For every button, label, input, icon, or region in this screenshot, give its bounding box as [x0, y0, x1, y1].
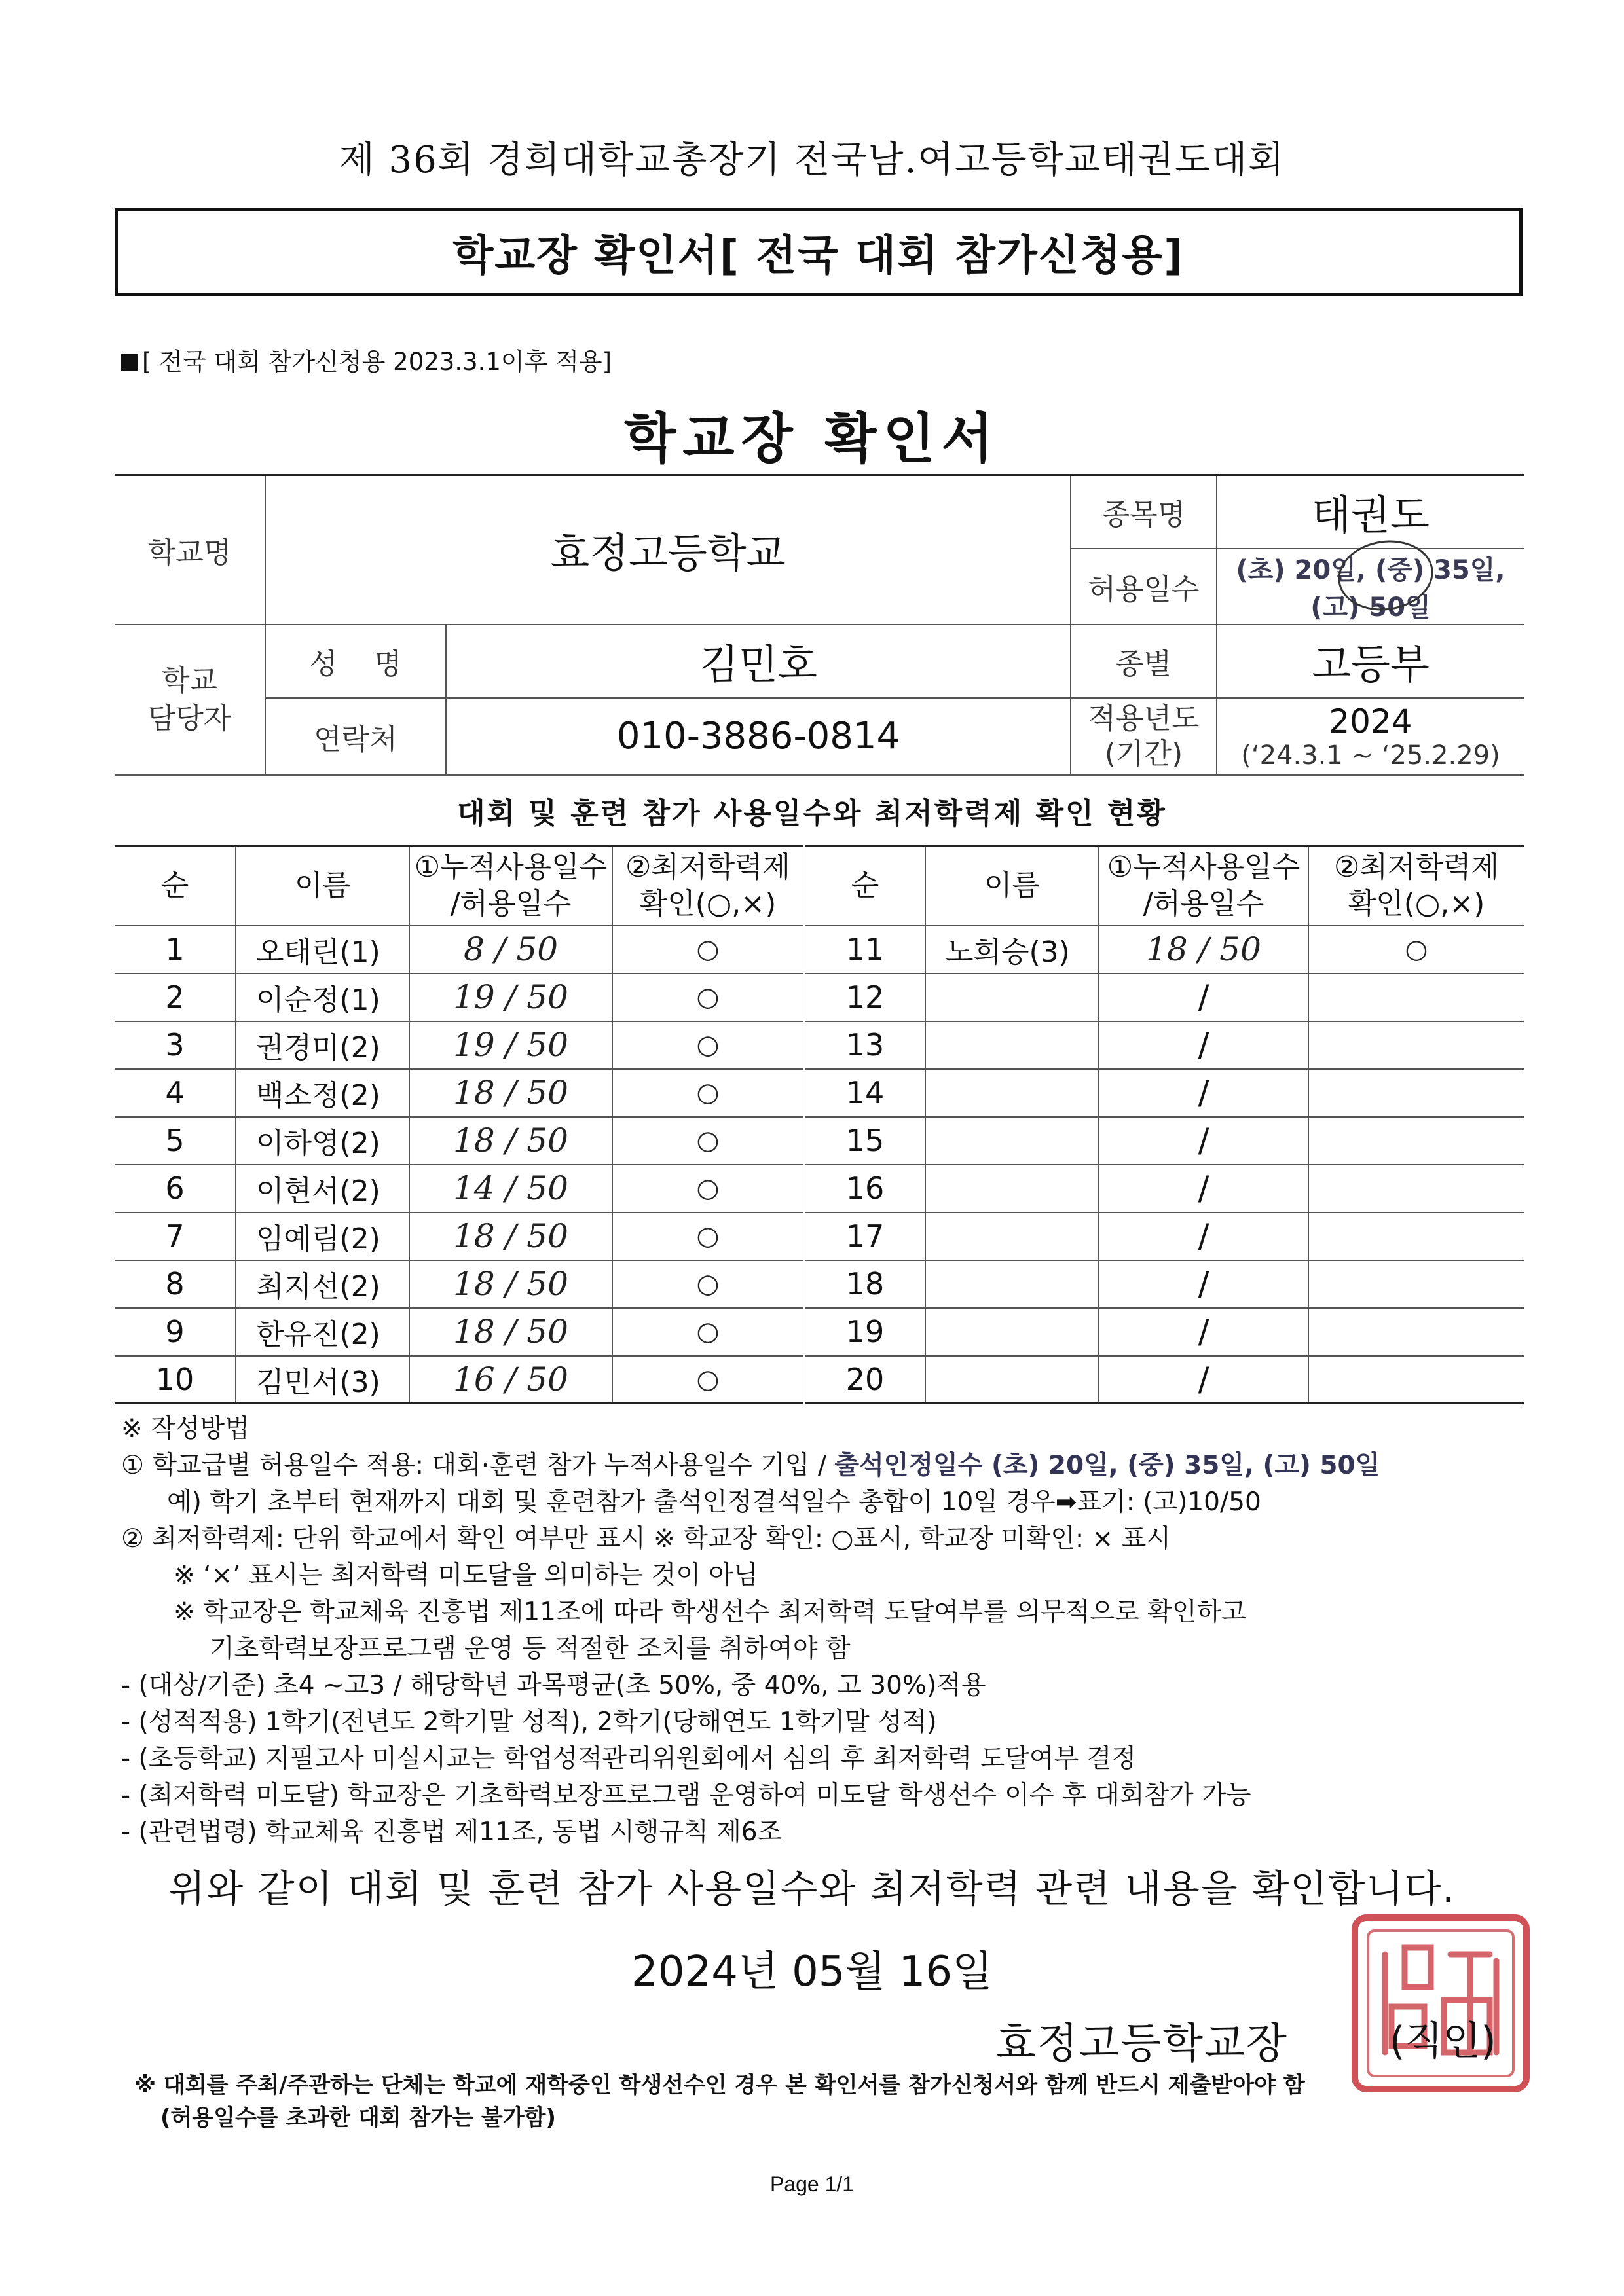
left-seq-cell: 2: [115, 974, 236, 1021]
left-check-cell: ○: [612, 1021, 804, 1069]
issue-date: 2024년 05월 16일: [631, 1948, 993, 1996]
school-name-value: 효정고등학교: [265, 475, 1071, 625]
instruction-line-1: ① 학교급별 허용일수 적용: 대회·훈련 참가 누적사용일수 기입 / 출석인정일수 (초) 20일, (중) 35일, (고) 50일: [121, 1451, 1380, 1480]
right-name-cell: [925, 1308, 1099, 1356]
instruction-line-5: ※ 학교장은 학교체육 진흥법 제11조에 따라 학생선수 최저학력 도달여부를 의무적으로 확인하고: [174, 1597, 1246, 1627]
table-row: [115, 1069, 1524, 1117]
left-seq-cell: 7: [115, 1212, 236, 1260]
left-days-cell: 18 / 50: [409, 1069, 612, 1117]
instruction-line-9: - (초등학교) 지필고사 미실시교는 학업성적관리위원회에서 심의 후 최저학력 도달여부 결정: [121, 1744, 1137, 1774]
right-check-cell: [1308, 1308, 1524, 1356]
left-days-cell: 18 / 50: [409, 1260, 612, 1308]
instruction-line-7: - (대상/기준) 초4 ~고3 / 해당학년 과목평균(초 50%, 중 40%, 고 30%)적용: [121, 1671, 986, 1700]
sport-label: 종목명: [1071, 475, 1217, 549]
contact-value: 010-3886-0814: [446, 698, 1071, 775]
period-label: 적용년도 (기간): [1071, 698, 1217, 775]
right-check-cell: [1308, 1165, 1524, 1212]
right-name-cell: [925, 1356, 1099, 1404]
left-name-cell: 이순정(1): [236, 974, 409, 1021]
left-check-cell: ○: [612, 1117, 804, 1165]
left-seq-cell: 3: [115, 1021, 236, 1069]
right-name-cell: [925, 1212, 1099, 1260]
seal-label: (직인): [1390, 2018, 1496, 2064]
right-name-cell: 노희승(3): [925, 926, 1099, 974]
footnote-line-1: ※ 대회를 주최/주관하는 단체는 학교에 재학중인 학생선수인 경우 본 확인서를 참가신청서와 함께 반드시 제출받아야 함: [134, 2072, 1305, 2098]
table-row: [115, 1308, 1524, 1356]
footnote-line-2: (허용일수를 초과한 대회 참가는 불가함): [160, 2105, 556, 2131]
status-heading: 대회 및 훈련 참가 사용일수와 최저학력제 확인 현황: [457, 797, 1167, 830]
division-label: 종별: [1071, 625, 1217, 698]
manager-name-label: 성 명: [265, 625, 446, 698]
right-days-cell: /: [1099, 1021, 1308, 1069]
right-days-cell: /: [1099, 1212, 1308, 1260]
left-seq-cell: 5: [115, 1117, 236, 1165]
left-days-cell: 16 / 50: [409, 1356, 612, 1404]
right-days-cell: /: [1099, 974, 1308, 1021]
right-check-cell: [1308, 1212, 1524, 1260]
left-days-cell: 14 / 50: [409, 1165, 612, 1212]
instructions-section: [121, 1411, 1529, 1851]
right-seq-cell: 16: [804, 1165, 925, 1212]
right-seq-cell: 17: [804, 1212, 925, 1260]
year-value: 2024: [1329, 702, 1412, 740]
right-seq-cell: 13: [804, 1021, 925, 1069]
header-check-left: ②최저학력제 확인(○,×): [612, 846, 804, 926]
header-days-left: ①누적사용일수 /허용일수: [409, 846, 612, 926]
right-name-cell: [925, 1021, 1099, 1069]
right-check-cell: [1308, 974, 1524, 1021]
right-days-cell: /: [1099, 1117, 1308, 1165]
form-note: [121, 342, 612, 377]
left-days-cell: 8 / 50: [409, 926, 612, 974]
right-days-cell: 18 / 50: [1099, 926, 1308, 974]
document-title: 학교장 확인서: [624, 408, 1000, 470]
left-days-cell: 18 / 50: [409, 1117, 612, 1165]
right-name-cell: [925, 1117, 1099, 1165]
allowed-days-cell: [1217, 549, 1524, 625]
right-seq-cell: 19: [804, 1308, 925, 1356]
instruction-line-11: - (관련법령) 학교체육 진흥법 제11조, 동법 시행규칙 제6조: [121, 1817, 783, 1847]
instruction-highlight: 출석인정일수 (초) 20일, (중) 35일, (고) 50일: [834, 1451, 1380, 1480]
left-name-cell: 임예림(2): [236, 1212, 409, 1260]
left-name-cell: 이현서(2): [236, 1165, 409, 1212]
left-seq-cell: 8: [115, 1260, 236, 1308]
school-info-table: [115, 474, 1524, 776]
table-row: [115, 1165, 1524, 1212]
table-row: [115, 1117, 1524, 1165]
right-seq-cell: 20: [804, 1356, 925, 1404]
right-seq-cell: 14: [804, 1069, 925, 1117]
left-days-cell: 18 / 50: [409, 1212, 612, 1260]
allowed-days-value: (초) 20일, (중) 35일, (고) 50일: [1236, 555, 1505, 623]
footnote: [134, 2069, 1542, 2134]
right-days-cell: /: [1099, 1260, 1308, 1308]
right-name-cell: [925, 974, 1099, 1021]
period-value: (‘24.3.1 ~ ‘25.2.29): [1241, 740, 1500, 771]
period-cell: [1217, 698, 1524, 775]
allowed-days-label: 허용일수: [1071, 549, 1217, 625]
right-name-cell: [925, 1069, 1099, 1117]
page-number: Page 1/1: [769, 2172, 855, 2196]
right-days-cell: /: [1099, 1308, 1308, 1356]
left-seq-cell: 1: [115, 926, 236, 974]
right-days-cell: /: [1099, 1165, 1308, 1212]
left-seq-cell: 10: [115, 1356, 236, 1404]
right-check-cell: ○: [1308, 926, 1524, 974]
event-title: 제 36회 경희대학교총장기 전국남.여고등학교태권도대회: [339, 139, 1285, 181]
header-seq-left: 순: [115, 846, 236, 926]
left-name-cell: 한유진(2): [236, 1308, 409, 1356]
left-name-cell: 백소정(2): [236, 1069, 409, 1117]
left-check-cell: ○: [612, 926, 804, 974]
left-check-cell: ○: [612, 1356, 804, 1404]
right-name-cell: [925, 1260, 1099, 1308]
left-seq-cell: 9: [115, 1308, 236, 1356]
right-seq-cell: 15: [804, 1117, 925, 1165]
left-check-cell: ○: [612, 1308, 804, 1356]
school-name-label: 학교명: [115, 475, 265, 625]
left-days-cell: 19 / 50: [409, 974, 612, 1021]
left-name-cell: 김민서(3): [236, 1356, 409, 1404]
right-check-cell: [1308, 1069, 1524, 1117]
header-check-right: ②최저학력제 확인(○,×): [1308, 846, 1524, 926]
left-check-cell: ○: [612, 1069, 804, 1117]
right-seq-cell: 18: [804, 1260, 925, 1308]
right-check-cell: [1308, 1117, 1524, 1165]
right-days-cell: /: [1099, 1356, 1308, 1404]
table-row: [115, 1356, 1524, 1404]
division-value: 고등부: [1217, 625, 1524, 698]
left-name-cell: 이하영(2): [236, 1117, 409, 1165]
right-name-cell: [925, 1165, 1099, 1212]
left-name-cell: 권경미(2): [236, 1021, 409, 1069]
instruction-line-8: - (성적적용) 1학기(전년도 2학기말 성적), 2학기(당해연도 1학기말 성적): [121, 1707, 937, 1737]
instruction-line-6: 기초학력보장프로그램 운영 등 적절한 조치를 취하여야 함: [210, 1634, 851, 1664]
square-bullet-icon: [121, 354, 138, 371]
left-name-cell: 오태린(1): [236, 926, 409, 974]
left-check-cell: ○: [612, 1165, 804, 1212]
manager-label: 학교 담당자: [115, 625, 265, 775]
instruction-line-10: - (최저학력 미도달) 학교장은 기초학력보장프로그램 운영하여 미도달 학생선수 이수 후 대회참가 가능: [121, 1781, 1251, 1810]
left-seq-cell: 4: [115, 1069, 236, 1117]
principal-title: 효정고등학교장: [995, 2020, 1288, 2068]
right-seq-cell: 12: [804, 974, 925, 1021]
left-name-cell: 최지선(2): [236, 1260, 409, 1308]
right-check-cell: [1308, 1356, 1524, 1404]
instruction-line-4: ※ ‘×’ 표시는 최저학력 미도달을 의미하는 것이 아님: [174, 1561, 758, 1590]
instruction-line-3: ② 최저학력제: 단위 학교에서 확인 여부만 표시 ※ 학교장 확인: ○표시, 학교장 미확인: × 표시: [121, 1524, 1171, 1554]
table-row: [115, 974, 1524, 1021]
manager-name-value: 김민호: [446, 625, 1071, 698]
left-check-cell: ○: [612, 974, 804, 1021]
left-days-cell: 19 / 50: [409, 1021, 612, 1069]
form-title-box: [115, 208, 1522, 296]
left-seq-cell: 6: [115, 1165, 236, 1212]
table-row: [115, 926, 1524, 974]
sport-value: 태권도: [1217, 475, 1524, 549]
header-days-right: ①누적사용일수 /허용일수: [1099, 846, 1308, 926]
form-note-text: [ 전국 대회 참가신청용 2023.3.1이후 적용]: [142, 348, 612, 376]
left-check-cell: ○: [612, 1212, 804, 1260]
right-days-cell: /: [1099, 1069, 1308, 1117]
right-check-cell: [1308, 1260, 1524, 1308]
header-name-right: 이름: [925, 846, 1099, 926]
right-check-cell: [1308, 1021, 1524, 1069]
instructions-title: ※ 작성방법: [121, 1414, 249, 1444]
right-seq-cell: 11: [804, 926, 925, 974]
table-row: [115, 1260, 1524, 1308]
form-title: 학교장 확인서[ 전국 대회 참가신청용]: [452, 232, 1185, 280]
table-row: [115, 1021, 1524, 1069]
table-row: [115, 1212, 1524, 1260]
left-check-cell: ○: [612, 1260, 804, 1308]
confirmation-statement: 위와 같이 대회 및 훈련 참가 사용일수와 최저학력 관련 내용을 확인합니다.: [168, 1867, 1456, 1911]
left-days-cell: 18 / 50: [409, 1308, 612, 1356]
student-status-table: [115, 845, 1524, 1404]
header-seq-right: 순: [804, 846, 925, 926]
instruction-line-2: 예) 학기 초부터 현재까지 대회 및 훈련참가 출석인정결석일수 총합이 10일 경우➡표기: (고)10/50: [167, 1487, 1261, 1517]
header-name-left: 이름: [236, 846, 409, 926]
contact-label: 연락처: [265, 698, 446, 775]
